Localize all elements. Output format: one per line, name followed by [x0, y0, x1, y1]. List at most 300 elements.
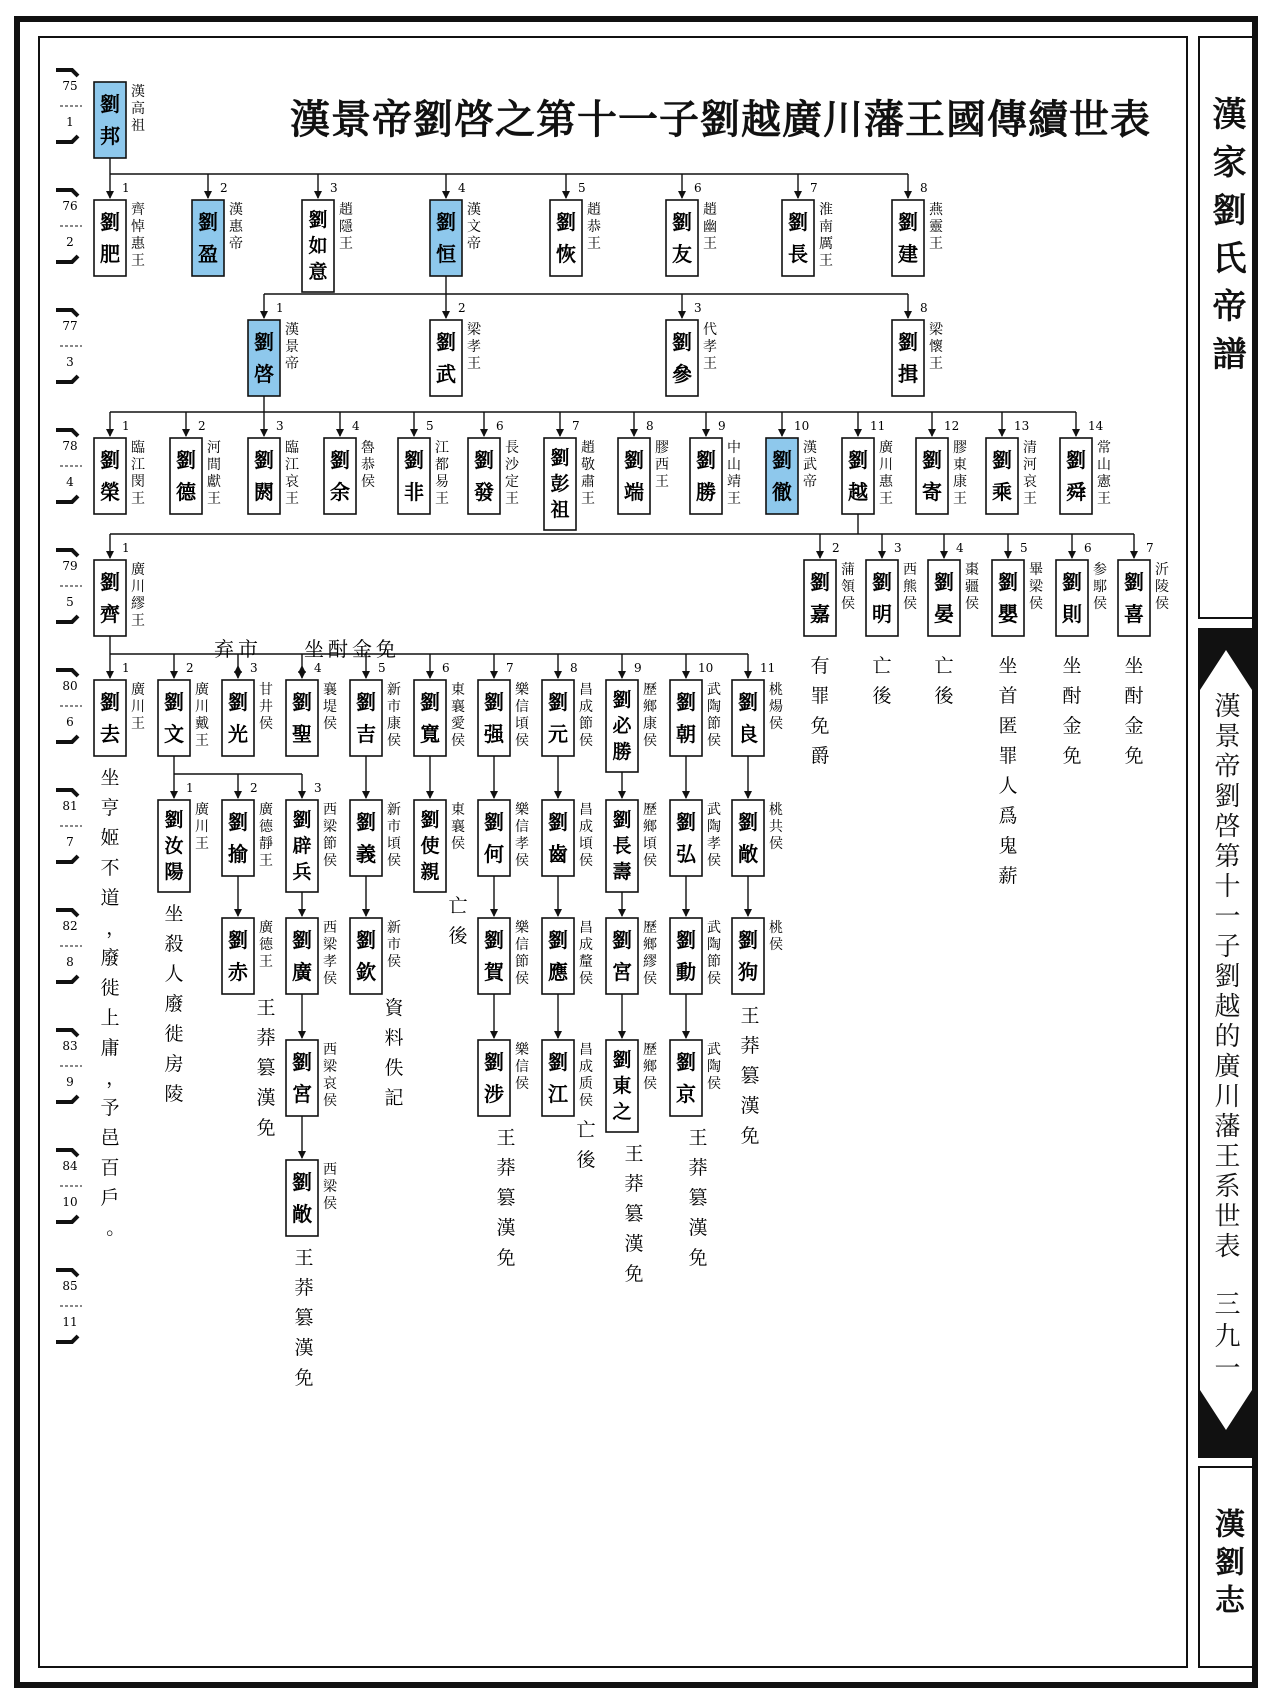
person-node-jiang — [542, 1040, 593, 1116]
person-name-char: 劉 — [676, 928, 696, 952]
person-title-char: 市 — [387, 937, 401, 953]
person-node-qu — [94, 661, 146, 756]
person-title — [131, 682, 146, 732]
person-title-char: 哀 — [323, 1076, 337, 1092]
person-title-char: 梁 — [323, 937, 337, 953]
marker-bracket-top — [56, 70, 78, 76]
person-title-char: 淮 — [819, 202, 833, 218]
person-name-char: 武 — [436, 362, 456, 386]
person-title-char: 鄉 — [643, 937, 657, 953]
person-name — [612, 808, 631, 883]
marker-bracket-top — [56, 310, 78, 316]
person-note-char: 篡 — [740, 1065, 760, 1087]
person-title-char: 王 — [587, 236, 601, 252]
person-note-char: 鬼 — [998, 835, 1018, 857]
annotation-text: 坐酎金免 — [304, 637, 400, 661]
person-title-char: 昌 — [579, 1042, 593, 1058]
person-node-guang2 — [286, 918, 338, 994]
person-name-char: 恒 — [436, 242, 456, 266]
person-title-char: 厲 — [819, 236, 833, 252]
person-node-heng — [430, 181, 481, 276]
person-title-char: 臨 — [131, 440, 145, 456]
person-title — [467, 321, 482, 372]
person-note-char: 莽 — [624, 1173, 644, 1195]
person-note-char: 房 — [164, 1053, 184, 1075]
person-name-char: 劉 — [308, 209, 328, 231]
person-title-char: 樂 — [515, 920, 529, 936]
person-name — [612, 688, 632, 763]
person-title-char: 棗 — [965, 562, 979, 578]
person-name-char: 嬰 — [998, 602, 1018, 626]
generation-overall: 75 — [62, 79, 78, 93]
person-name-char: 參 — [672, 362, 692, 386]
person-name-char: 劉 — [484, 1050, 504, 1074]
person-note-char: 漢 — [256, 1087, 276, 1109]
person-node-e — [248, 419, 299, 514]
person-title — [451, 801, 465, 852]
person-name-char: 赤 — [228, 960, 248, 984]
person-title-char: 膠 — [655, 440, 669, 456]
person-name-char: 揖 — [898, 362, 918, 386]
person-title-char: 王 — [505, 491, 519, 507]
person-title — [1097, 439, 1112, 507]
person-name-char: 劉 — [254, 448, 274, 472]
generation-marker — [56, 910, 82, 982]
generation-local: 11 — [62, 1315, 78, 1329]
person-note-char: 莽 — [688, 1157, 708, 1179]
person-name-char: 吉 — [356, 722, 376, 746]
birth-order: 6 — [442, 661, 450, 675]
person-note-char: 篡 — [624, 1203, 644, 1225]
person-note-char: 王 — [740, 1005, 760, 1027]
person-title-char: 川 — [131, 699, 145, 715]
person-title-char: 侯 — [451, 733, 465, 749]
person-note-char: 王 — [496, 1127, 516, 1149]
person-title-char: 侯 — [387, 853, 401, 869]
person-name-char: 恢 — [556, 242, 576, 266]
person-title — [1023, 440, 1037, 507]
person-name-char: 徹 — [772, 480, 792, 504]
generation-marker — [56, 70, 82, 142]
birth-order: 12 — [944, 419, 960, 433]
person-title-char: 武 — [707, 802, 721, 818]
person-title-char: 廣 — [131, 682, 145, 698]
person-title — [643, 802, 657, 869]
person-node-ying — [192, 181, 244, 276]
birth-order: 5 — [378, 661, 386, 675]
person-node-che — [766, 419, 817, 514]
person-note-char: 記 — [384, 1087, 404, 1109]
person-node-yue — [842, 419, 894, 514]
person-title-char: 信 — [515, 699, 529, 715]
person-title-char: 趙 — [339, 202, 353, 218]
person-title-char: 成 — [579, 819, 593, 835]
birth-order: 5 — [426, 419, 434, 433]
person-title-char: 樂 — [515, 802, 529, 818]
generation-overall: 84 — [62, 1159, 78, 1173]
person-name-char: 劉 — [164, 809, 184, 831]
person-title — [323, 682, 337, 732]
person-name-char: 壽 — [612, 861, 632, 883]
person-title-char: 侯 — [643, 1076, 657, 1092]
person-title-char: 帝 — [803, 474, 817, 490]
person-title-char: 高 — [131, 101, 145, 117]
birth-order: 2 — [250, 781, 258, 795]
person-title — [285, 321, 299, 372]
person-title-char: 鄉 — [643, 1059, 657, 1075]
person-title-char: 山 — [1097, 457, 1111, 473]
birth-order: 8 — [920, 301, 928, 315]
person-node-jia — [804, 541, 855, 636]
person-name-char: 邦 — [100, 124, 120, 148]
person-title — [707, 802, 721, 869]
person-name-char: 劉 — [672, 330, 692, 354]
birth-order: 2 — [186, 661, 194, 675]
person-node-qi2 — [94, 541, 146, 636]
person-title-char: 繆 — [131, 596, 145, 612]
person-node-qin — [350, 918, 401, 994]
person-note-char: 廢 — [164, 993, 184, 1015]
person-node-sheng — [690, 419, 741, 514]
person-name-char: 劉 — [612, 689, 632, 711]
person-node-dongzhi — [606, 1040, 657, 1132]
person-title-char: 德 — [259, 819, 273, 835]
person-note-char: 人 — [998, 775, 1018, 797]
person-node-chang — [782, 181, 833, 276]
birth-order: 14 — [1088, 419, 1104, 433]
person-note-char: 後 — [934, 685, 954, 707]
person-title — [515, 920, 530, 987]
person-name — [308, 208, 327, 283]
person-title-char: 堤 — [323, 699, 337, 715]
person-title-char: 侯 — [707, 853, 721, 869]
person-name-char: 弘 — [676, 842, 696, 866]
person-title — [467, 201, 481, 252]
person-title-char: 頃 — [515, 716, 529, 732]
person-name — [164, 808, 183, 883]
person-title — [387, 920, 401, 970]
person-name-char: 劉 — [484, 810, 504, 834]
person-title-char: 襄 — [323, 682, 337, 698]
person-title-char: 王 — [195, 733, 209, 749]
person-node-he2 — [478, 918, 530, 994]
person-name-char: 劉 — [548, 690, 568, 714]
person-title-char: 陶 — [707, 699, 721, 715]
person-name-char: 劉 — [176, 448, 196, 472]
person-title-char: 惠 — [229, 219, 243, 235]
person-title-char: 侯 — [707, 733, 721, 749]
person-title-char: 侯 — [1155, 596, 1169, 612]
person-name-char: 劉 — [292, 928, 312, 952]
person-title — [579, 920, 593, 987]
person-title-char: 長 — [505, 440, 519, 456]
person-note-char: 篡 — [688, 1187, 708, 1209]
person-title-char: 川 — [195, 819, 209, 835]
person-name-char: 劉 — [198, 210, 218, 234]
person-name-char: 劉 — [330, 448, 350, 472]
person-title-char: 江 — [435, 440, 449, 456]
person-title-char: 頃 — [643, 836, 657, 852]
person-title-char: 東 — [953, 457, 967, 473]
marker-bracket-bottom — [56, 616, 78, 622]
person-title-char: 中 — [727, 440, 741, 456]
person-title-char: 昌 — [579, 802, 593, 818]
person-note-char: 陵 — [164, 1083, 184, 1105]
person-note-char: 徙 — [164, 1023, 184, 1045]
person-title-char: 侯 — [643, 853, 657, 869]
person-title-char: 侯 — [387, 733, 401, 749]
person-title-char: 侯 — [965, 596, 979, 612]
person-title-char: 梁 — [323, 819, 337, 835]
person-title — [769, 681, 783, 732]
marker-bracket-top — [56, 430, 78, 436]
marker-bracket-bottom — [56, 256, 78, 262]
person-name-char: 義 — [356, 842, 376, 866]
person-note-char: 坐 — [164, 903, 184, 925]
person-note-char: 。 — [106, 1217, 126, 1239]
person-note — [688, 1127, 707, 1269]
person-name-char: 嘉 — [810, 602, 830, 626]
person-title-char: 哀 — [1023, 474, 1037, 490]
person-title-char: 侯 — [903, 596, 917, 612]
person-title-char: 易 — [435, 474, 449, 490]
person-name-char: 劉 — [356, 690, 376, 714]
person-note-char: 免 — [688, 1247, 708, 1269]
person-title-char: 共 — [769, 819, 783, 835]
person-title-char: 獻 — [207, 474, 221, 490]
person-title-char: 煬 — [769, 699, 783, 715]
person-title-char: 幽 — [703, 219, 717, 235]
person-name-char: 齒 — [548, 842, 568, 866]
person-name-char: 勝 — [696, 480, 716, 504]
person-title-char: 東 — [451, 682, 465, 698]
person-title-char: 惠 — [131, 236, 145, 252]
person-node-gong — [606, 918, 657, 994]
person-name-char: 强 — [484, 722, 504, 746]
person-name-char: 辟 — [292, 835, 312, 857]
person-note-char: 廢 — [100, 947, 120, 969]
person-title-char: 西 — [323, 1042, 337, 1058]
side-book-title: 漢家劉氏帝譜 — [1206, 96, 1246, 384]
person-title — [707, 1042, 721, 1092]
person-name-char: 劉 — [420, 690, 440, 714]
birth-order: 6 — [694, 181, 702, 195]
person-title-char: 王 — [703, 356, 717, 372]
person-note-char: 亨 — [100, 797, 120, 819]
person-note-char: 莽 — [294, 1277, 314, 1299]
person-title — [819, 202, 833, 269]
person-name-char: 晏 — [934, 602, 954, 626]
person-title-char: 武 — [707, 682, 721, 698]
person-note-char: 亡 — [448, 895, 468, 917]
person-note-char: 坐 — [1124, 655, 1144, 677]
person-title-char: 景 — [285, 339, 299, 355]
birth-order: 2 — [458, 301, 466, 315]
person-name — [292, 808, 311, 883]
person-note-char: 亡 — [576, 1119, 596, 1141]
person-title — [581, 439, 595, 507]
person-title — [703, 201, 717, 252]
person-node-wen — [158, 661, 210, 756]
person-title — [131, 440, 145, 507]
person-title-char: 王 — [727, 491, 741, 507]
generation-local: 1 — [66, 115, 74, 129]
person-title — [131, 202, 146, 269]
person-name-char: 劉 — [1062, 570, 1082, 594]
person-node-bisheng — [606, 661, 657, 772]
generation-marker — [56, 1030, 82, 1102]
person-title-char: 王 — [259, 853, 273, 869]
person-name-char: 必 — [612, 715, 632, 737]
person-title-char: 侯 — [451, 836, 465, 852]
person-title-char: 襄 — [451, 699, 465, 715]
birth-order: 4 — [314, 661, 322, 675]
person-title-char: 懷 — [929, 339, 943, 355]
person-node-ruyang — [158, 781, 210, 892]
person-title-char: 常 — [1097, 440, 1111, 456]
person-node-ying2 — [992, 541, 1044, 636]
person-title-char: 靈 — [929, 219, 943, 235]
person-title — [259, 920, 274, 970]
person-title-char: 祖 — [131, 118, 145, 134]
person-title-char: 王 — [655, 474, 669, 490]
person-name-char: 意 — [308, 261, 328, 283]
person-name-char: 敞 — [738, 842, 758, 866]
person-title-char: 畢 — [1029, 562, 1043, 578]
person-name-char: 良 — [738, 722, 758, 746]
person-name-char: 劉 — [228, 928, 248, 952]
birth-order: 3 — [250, 661, 258, 675]
person-name-char: 親 — [420, 861, 440, 883]
birth-order: 2 — [832, 541, 840, 555]
person-title-char: 間 — [207, 457, 221, 473]
person-title-char: 漢 — [285, 322, 299, 338]
person-title-char: 江 — [131, 457, 145, 473]
person-name-char: 劉 — [100, 92, 120, 116]
person-note — [496, 1127, 515, 1269]
person-note-char: 予 — [100, 1097, 120, 1119]
person-title-char: 王 — [703, 236, 717, 252]
birth-order: 13 — [1014, 419, 1030, 433]
generation-local: 8 — [66, 955, 74, 969]
person-title — [769, 919, 783, 953]
birth-order: 10 — [698, 661, 714, 675]
person-title — [1093, 562, 1107, 612]
person-note-char: 罪 — [998, 745, 1018, 767]
person-note-char: 道 — [100, 887, 120, 909]
person-title-char: 鄉 — [643, 699, 657, 715]
person-title — [339, 201, 354, 252]
person-title — [387, 802, 401, 869]
person-name-char: 劉 — [100, 690, 120, 714]
person-title-char: 井 — [259, 699, 273, 715]
person-note-char: 坐 — [998, 655, 1018, 677]
person-title-char: 王 — [879, 491, 893, 507]
person-title-char: 成 — [579, 699, 593, 715]
person-title-char: 侯 — [387, 954, 401, 970]
person-note — [998, 655, 1017, 887]
birth-order: 9 — [634, 661, 642, 675]
person-note-char: 篡 — [294, 1307, 314, 1329]
person-title-char: 定 — [505, 474, 519, 490]
person-title-char: 蒲 — [841, 562, 855, 578]
person-title-char: 帝 — [229, 236, 243, 252]
birth-order: 3 — [314, 781, 322, 795]
person-note — [576, 1119, 596, 1171]
person-title-char: 王 — [131, 253, 145, 269]
person-name-char: 劉 — [556, 210, 576, 234]
person-node-jing — [670, 1040, 721, 1116]
person-title-char: 梁 — [467, 322, 481, 338]
person-title-char: 王 — [467, 356, 481, 372]
person-title-char: 康 — [643, 716, 657, 732]
person-note-char: 爵 — [810, 745, 830, 767]
person-node-yi — [892, 301, 944, 396]
person-name-char: 之 — [612, 1101, 632, 1123]
person-name-char: 劉 — [292, 1050, 312, 1074]
person-node-yu2 — [222, 781, 274, 876]
birth-order: 4 — [352, 419, 360, 433]
person-title — [579, 802, 593, 869]
person-title-char: 恭 — [587, 219, 601, 235]
person-title — [707, 920, 721, 987]
person-name-char: 劉 — [436, 210, 456, 234]
person-note-char: 免 — [1062, 745, 1082, 767]
person-name-char: 宮 — [292, 1082, 312, 1106]
person-node-ruyi — [302, 181, 354, 292]
person-node-fa — [468, 419, 520, 514]
person-title-char: 廣 — [879, 440, 893, 456]
person-name-char: 文 — [164, 722, 184, 746]
person-title-char: 廣 — [131, 562, 145, 578]
person-name-char: 涉 — [484, 1082, 504, 1106]
person-node-liang — [732, 661, 783, 756]
person-title-char: 德 — [259, 937, 273, 953]
person-name-char: 動 — [676, 960, 696, 984]
person-title-char: 侯 — [361, 474, 375, 490]
person-title-char: 疆 — [965, 579, 979, 595]
person-name-char: 寄 — [922, 480, 942, 504]
person-title-char: 鄉 — [643, 819, 657, 835]
person-title — [285, 440, 299, 507]
person-node-chi — [542, 800, 593, 876]
person-title-char: 歷 — [643, 802, 657, 818]
person-title-char: 西 — [903, 562, 917, 578]
person-title-char: 趙 — [587, 202, 601, 218]
person-note — [810, 655, 829, 767]
person-title-char: 戴 — [195, 716, 209, 732]
person-title — [515, 1042, 530, 1092]
person-note-char: 後 — [448, 925, 468, 947]
person-note-char: 百 — [100, 1157, 120, 1179]
person-name-char: 宮 — [612, 960, 632, 984]
person-title-char: 漢 — [131, 84, 145, 100]
birth-order: 2 — [198, 419, 206, 433]
person-node-yu — [324, 419, 375, 514]
person-name-char: 敞 — [292, 1202, 312, 1226]
person-title-char: 膠 — [953, 440, 967, 456]
person-title-char: 侯 — [769, 937, 783, 953]
person-name-char: 長 — [788, 242, 808, 266]
person-name-char: 劉 — [872, 570, 892, 594]
person-name-char: 長 — [612, 835, 632, 857]
person-name-char: 劉 — [404, 448, 424, 472]
person-title-char: 桃 — [769, 682, 783, 698]
person-title-char: 山 — [727, 457, 741, 473]
person-name-char: 劉 — [612, 1049, 632, 1071]
person-title — [229, 201, 244, 252]
person-title-char: 武 — [803, 457, 817, 473]
